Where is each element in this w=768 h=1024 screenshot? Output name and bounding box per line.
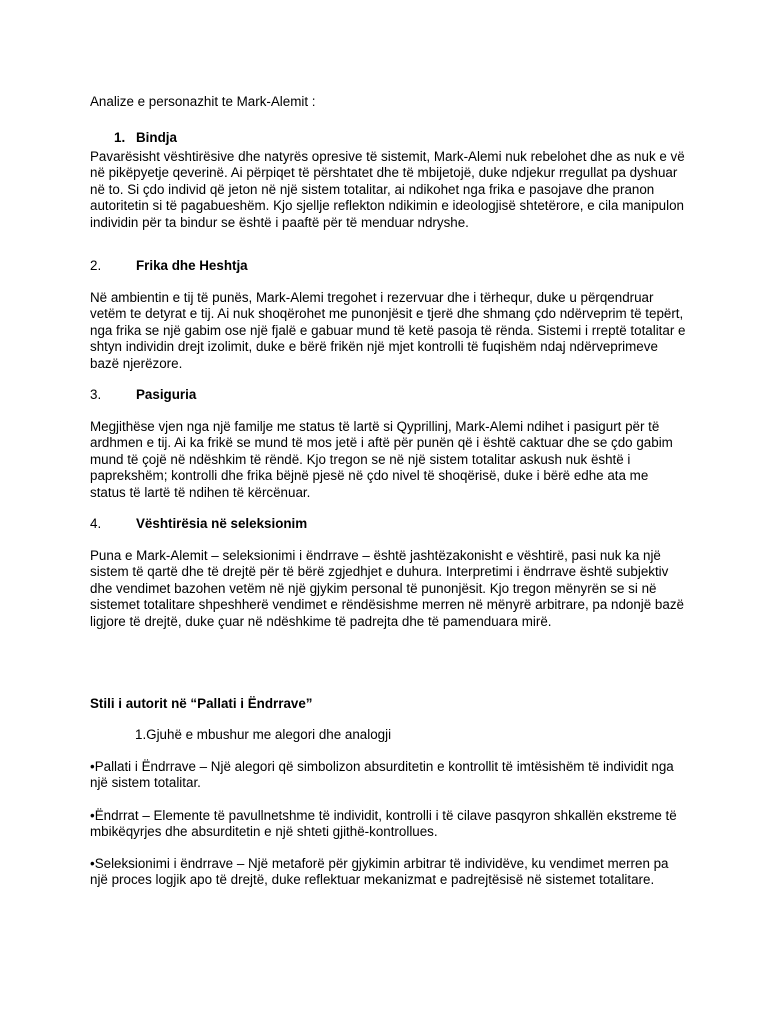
style-bullet-3: •Seleksionimi i ëndrrave – Një metaforë për gjykimin arbitrar të individëve, ku vendimet merren pa një proces logjik apo të drejtë, duke reflektuar mekanizmat e padrejtësisë në sistemet totalitare. [90, 856, 669, 888]
section-2-body: Në ambientin e tij të punës, Mark-Alemi tregohet i rezervuar dhe i tërhequr, duke u përqendruar vetëm te detyrat e tij. Ai nuk shoqërohet me punonjësit e tjerë dhe shmang çdo ndërveprim të tepërt, nga frika se një gabim ose një fjalë e gabuar mund të ketë pasoja të rënda. Sistemi i rreptë totalitar e shtyn individin drejt izolimit, duke e bërë frikën një mjet kontrolli të fuqishëm ndaj ndërveprimeve bazë njerëzore. [90, 290, 686, 371]
style-bullet-2: •Ëndrrat – Elemente të pavullnetshme të individit, kontrolli i të cilave pasqyron shkallën ekstreme të mbikëqyrjes dhe absurditetin e një shteti gjithë-kontrollues. [90, 808, 677, 840]
section-3-body: Megjithëse vjen nga një familje me status të lartë si Qyprillinj, Mark-Alemi ndihet i pasigurt për të ardhmen e tij. Ai ka frikë se mund të mos jetë i aftë për punën që i është caktuar dhe se çdo gabim mund të çojë në ndëshkim të rëndë. Kjo tregon se në një sistem totalitar askush nuk është i paprekshëm; kontrolli dhe frika bëjnë pjesë në çdo nivel të shoqërisë, duke i bërë edhe ata me status të lartë të ndihen të kërcënuar. [90, 419, 673, 500]
style-section-title: Stili i autorit në “Pallati i Ëndrrave” [90, 696, 313, 711]
section-1-body: Pavarësisht vështirësive dhe natyrës opresive të sistemit, Mark-Alemi nuk rebelohet dhe as nuk e vë në pikëpyetje qeverinë. Ai përpiqet të përshtatet dhe të mbijetojë, duke ndjekur rregullat pa dyshuar në to. Si çdo individ që jeton në një sistem totalitar, ai ndikohet nga frika e pasojave dhe pranon autoritetin si të pagabueshëm. Kjo sjellje reflekton ndikimin e ideologjisë shtetërore, e cila manipulon individin për ta bindur se është i paaftë për të menduar ndryshe. [90, 149, 685, 230]
section-4-heading [90, 516, 686, 533]
section-1-number: 1. [114, 130, 126, 145]
section-3-heading [90, 387, 686, 404]
style-bullet-1: •Pallati i Ëndrrave – Një alegori që simbolizon absurditetin e kontrollit të imtësishëm të individit nga një sistem totalitar. [90, 759, 674, 791]
section-4-number: 4. [90, 516, 102, 531]
section-2-title: Frika dhe Heshtja [136, 258, 248, 273]
section-2-number: 2. [90, 258, 102, 273]
section-2-heading [90, 258, 686, 275]
section-4-body: Puna e Mark-Alemit – seleksionimi i ëndrrave – është jashtëzakonisht e vështirë, pasi nuk ka një sistem të qartë dhe të drejtë për të bërë zgjedhjet e duhura. Interpretimi i ëndrrave është subjektiv dhe vendimet bazohen vetëm në një gjykim personal të punonjësit. Kjo tregon mënyrën se si në sistemet totalitare shpeshherë vendimet e rëndësishme merren në mënyrë arbitrare, pa ndonjë bazë ligjore të drejtë, duke çuar në ndëshkime të padrejta dhe të pamenduara mirë. [90, 548, 684, 629]
intro-line: Analize e personazhit te Mark-Alemit : [90, 94, 316, 109]
section-4-title: Vështirësia në seleksionim [136, 516, 308, 531]
section-1-title: Bindja [136, 130, 177, 145]
section-3-number: 3. [90, 387, 102, 402]
style-section-subheading: 1.Gjuhë e mbushur me alegori dhe analogji [135, 727, 392, 742]
section-3-title: Pasiguria [136, 387, 197, 402]
section-1-heading [90, 130, 686, 147]
